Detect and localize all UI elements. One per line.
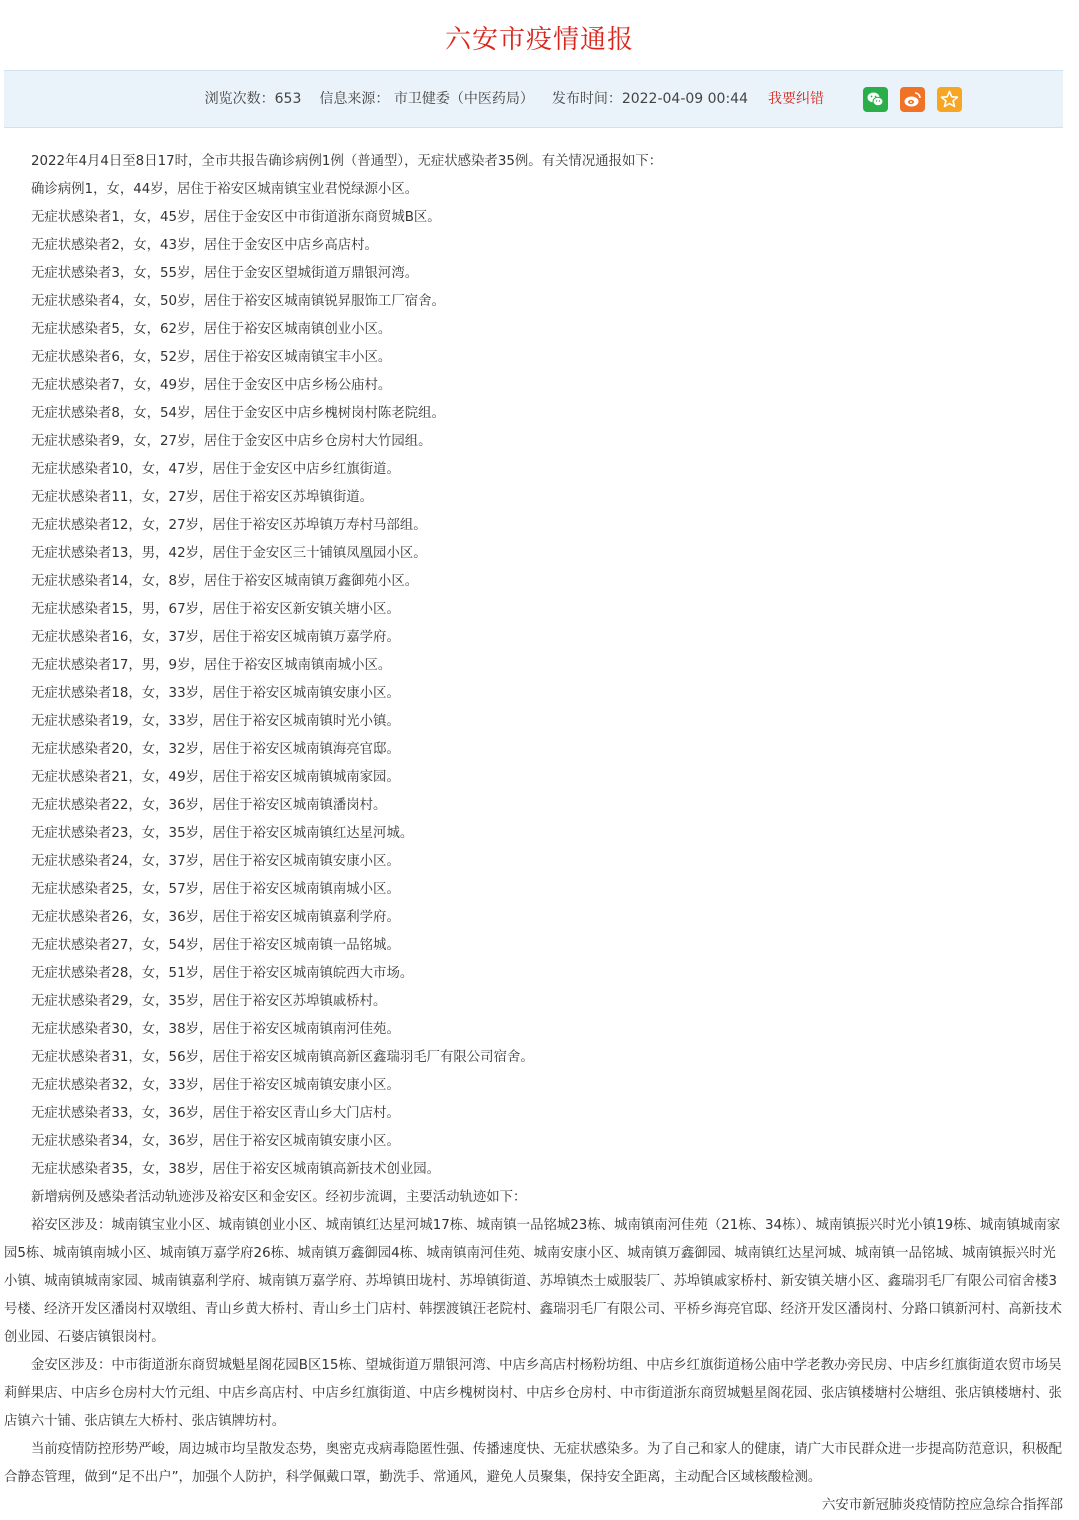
article-body xyxy=(4,148,1063,1492)
case-item: 无症状感染者1，女，45岁，居住于金安区中市街道浙东商贸城B区。 xyxy=(31,210,441,225)
add-favorite-button[interactable] xyxy=(937,87,962,112)
case-list xyxy=(4,176,1063,1184)
case-item: 无症状感染者27，女，54岁，居住于裕安区城南镇一品铭城。 xyxy=(31,938,400,953)
case-item: 无症状感染者33，女，36岁，居住于裕安区青山乡大门店村。 xyxy=(31,1106,400,1121)
publish-time: 发布时间：2022-04-09 00:44 xyxy=(551,91,748,107)
case-item: 无症状感染者35，女，38岁，居住于裕安区城南镇高新技术创业园。 xyxy=(31,1162,441,1177)
case-item: 无症状感染者24，女，37岁，居住于裕安区城南镇安康小区。 xyxy=(31,854,400,869)
wechat-icon xyxy=(863,87,888,112)
case-item: 无症状感染者23，女，35岁，居住于裕安区城南镇红达星河城。 xyxy=(31,826,414,841)
article-meta xyxy=(4,71,824,127)
weibo-icon xyxy=(900,87,925,112)
case-item: 无症状感染者14，女，8岁，居住于裕安区城南镇万鑫御苑小区。 xyxy=(31,574,419,589)
view-count: 浏览次数：653 xyxy=(204,91,302,107)
trajectory-intro: 新增病例及感染者活动轨迹涉及裕安区和金安区。经初步流调，主要活动轨迹如下： xyxy=(31,1190,527,1205)
case-item: 无症状感染者32，女，33岁，居住于裕安区城南镇安康小区。 xyxy=(31,1078,400,1093)
case-item: 无症状感染者6，女，52岁，居住于裕安区城南镇宝丰小区。 xyxy=(31,350,392,365)
case-item: 无症状感染者21，女，49岁，居住于裕安区城南镇城南家园。 xyxy=(31,770,400,785)
case-item: 无症状感染者34，女，36岁，居住于裕安区城南镇安康小区。 xyxy=(31,1134,400,1149)
case-item: 无症状感染者2，女，43岁，居住于金安区中店乡高店村。 xyxy=(31,238,378,253)
case-item: 无症状感染者28，女，51岁，居住于裕安区城南镇皖西大市场。 xyxy=(31,966,414,981)
case-item: 无症状感染者3，女，55岁，居住于金安区望城街道万鼎银河湾。 xyxy=(31,266,419,281)
info-source: 信息来源： 市卫健委（中医药局） xyxy=(319,91,534,107)
case-item: 无症状感染者10，女，47岁，居住于金安区中店乡红旗街道。 xyxy=(31,462,400,477)
case-item: 无症状感染者11，女，27岁，居住于裕安区苏埠镇街道。 xyxy=(31,490,374,505)
case-item: 无症状感染者5，女，62岁，居住于裕安区城南镇创业小区。 xyxy=(31,322,392,337)
case-item: 无症状感染者20，女，32岁，居住于裕安区城南镇海亮官邸。 xyxy=(31,742,400,757)
share-wechat-button[interactable] xyxy=(863,87,888,112)
report-error-link[interactable]: 我要纠错 xyxy=(768,91,824,107)
case-item: 无症状感染者9，女，27岁，居住于金安区中店乡仓房村大竹园组。 xyxy=(31,434,432,449)
yuan-district-trajectory: 裕安区涉及：城南镇宝业小区、城南镇创业小区、城南镇红达星河城17栋、城南镇一品铭城23栋、城南镇南河佳苑（21栋、34栋）、城南镇振兴时光小镇19栋、城南镇城南家园5栋、城南镇南城小区、城南镇万嘉学府26栋、城南镇万鑫御园4栋、城南镇南河佳苑、城南安康小区、城南镇万鑫御园、城南镇红达星河城、城南镇一品铭城、城南镇振兴时光小镇、城南镇城南家园、城南镇嘉利学府、城南镇万嘉学府、苏埠镇田垅村、苏埠镇街道、苏埠镇杰士威服装厂、苏埠镇戚家桥村、新安镇关塘小区、鑫瑞羽毛厂有限公司宿舍楼3号楼、经济开发区潘岗村双墩组、青山乡黄大桥村、青山乡土门店村、韩摆渡镇汪老院村、鑫瑞羽毛厂有限公司、平桥乡海亮官邸、经济开发区潘岗村、分路口镇新河村、高新技术创业园、石婆店镇银岗村。 xyxy=(4,1218,1062,1345)
jinan-district-trajectory: 金安区涉及：中市街道浙东商贸城魁星阁花园B区15栋、望城街道万鼎银河湾、中店乡高店村杨粉坊组、中店乡红旗街道杨公庙中学老教办旁民房、中店乡红旗街道农贸市场吴莉鲜果店、中店乡仓房村大竹元组、中店乡高店村、中店乡红旗街道、中店乡槐树岗村、中店乡仓房村、中市街道浙东商贸城魁星阁花园、张店镇楼塘村公塘组、张店镇楼塘村、张店镇六十铺、张店镇左大桥村、张店镇牌坊村。 xyxy=(4,1358,1062,1429)
case-item: 无症状感染者15，男，67岁，居住于裕安区新安镇关塘小区。 xyxy=(31,602,400,617)
case-item: 无症状感染者17，男，9岁，居住于裕安区城南镇南城小区。 xyxy=(31,658,392,673)
case-item: 无症状感染者29，女，35岁，居住于裕安区苏埠镇戚桥村。 xyxy=(31,994,387,1009)
info-bar xyxy=(4,70,1063,128)
case-item: 无症状感染者4，女，50岁，居住于裕安区城南镇锐昇服饰工厂宿舍。 xyxy=(31,294,445,309)
case-item: 无症状感染者16，女，37岁，居住于裕安区城南镇万嘉学府。 xyxy=(31,630,400,645)
case-item: 无症状感染者19，女，33岁，居住于裕安区城南镇时光小镇。 xyxy=(31,714,400,729)
case-item: 无症状感染者12，女，27岁，居住于裕安区苏埠镇万寿村马部组。 xyxy=(31,518,427,533)
case-item: 无症状感染者30，女，38岁，居住于裕安区城南镇南河佳苑。 xyxy=(31,1022,400,1037)
page-title: 六安市疫情通报 xyxy=(444,25,634,55)
case-item: 无症状感染者25，女，57岁，居住于裕安区城南镇南城小区。 xyxy=(31,882,400,897)
prevention-advice: 当前疫情防控形势严峻，周边城市均呈散发态势，奥密克戎病毒隐匿性强、传播速度快、无症状感染多。为了自己和家人的健康，请广大市民群众进一步提高防范意识，积极配合静态管理，做到“足不出户”，加强个人防护，科学佩戴口罩，勤洗手、常通风，避免人员聚集，保持安全距离，主动配合区域核酸检测。 xyxy=(4,1442,1063,1485)
signature: 六安市新冠肺炎疫情防控应急综合指挥部 xyxy=(821,1498,1063,1513)
intro-paragraph: 2022年4月4日至8日17时，全市共报告确诊病例1例（普通型），无症状感染者35例。有关情况通报如下： xyxy=(31,154,663,169)
favorite-star-icon xyxy=(937,87,962,112)
case-item: 无症状感染者13，男，42岁，居住于金安区三十铺镇凤凰园小区。 xyxy=(31,546,427,561)
case-item: 无症状感染者8，女，54岁，居住于金安区中店乡槐树岗村陈老院组。 xyxy=(31,406,445,421)
share-weibo-button[interactable] xyxy=(900,87,925,112)
case-item: 确诊病例1，女，44岁，居住于裕安区城南镇宝业君悦绿源小区。 xyxy=(31,182,419,197)
case-item: 无症状感染者31，女，56岁，居住于裕安区城南镇高新区鑫瑞羽毛厂有限公司宿舍。 xyxy=(31,1050,534,1065)
case-item: 无症状感染者18，女，33岁，居住于裕安区城南镇安康小区。 xyxy=(31,686,400,701)
case-item: 无症状感染者26，女，36岁，居住于裕安区城南镇嘉利学府。 xyxy=(31,910,400,925)
case-item: 无症状感染者22，女，36岁，居住于裕安区城南镇潘岗村。 xyxy=(31,798,387,813)
case-item: 无症状感染者7，女，49岁，居住于金安区中店乡杨公庙村。 xyxy=(31,378,392,393)
